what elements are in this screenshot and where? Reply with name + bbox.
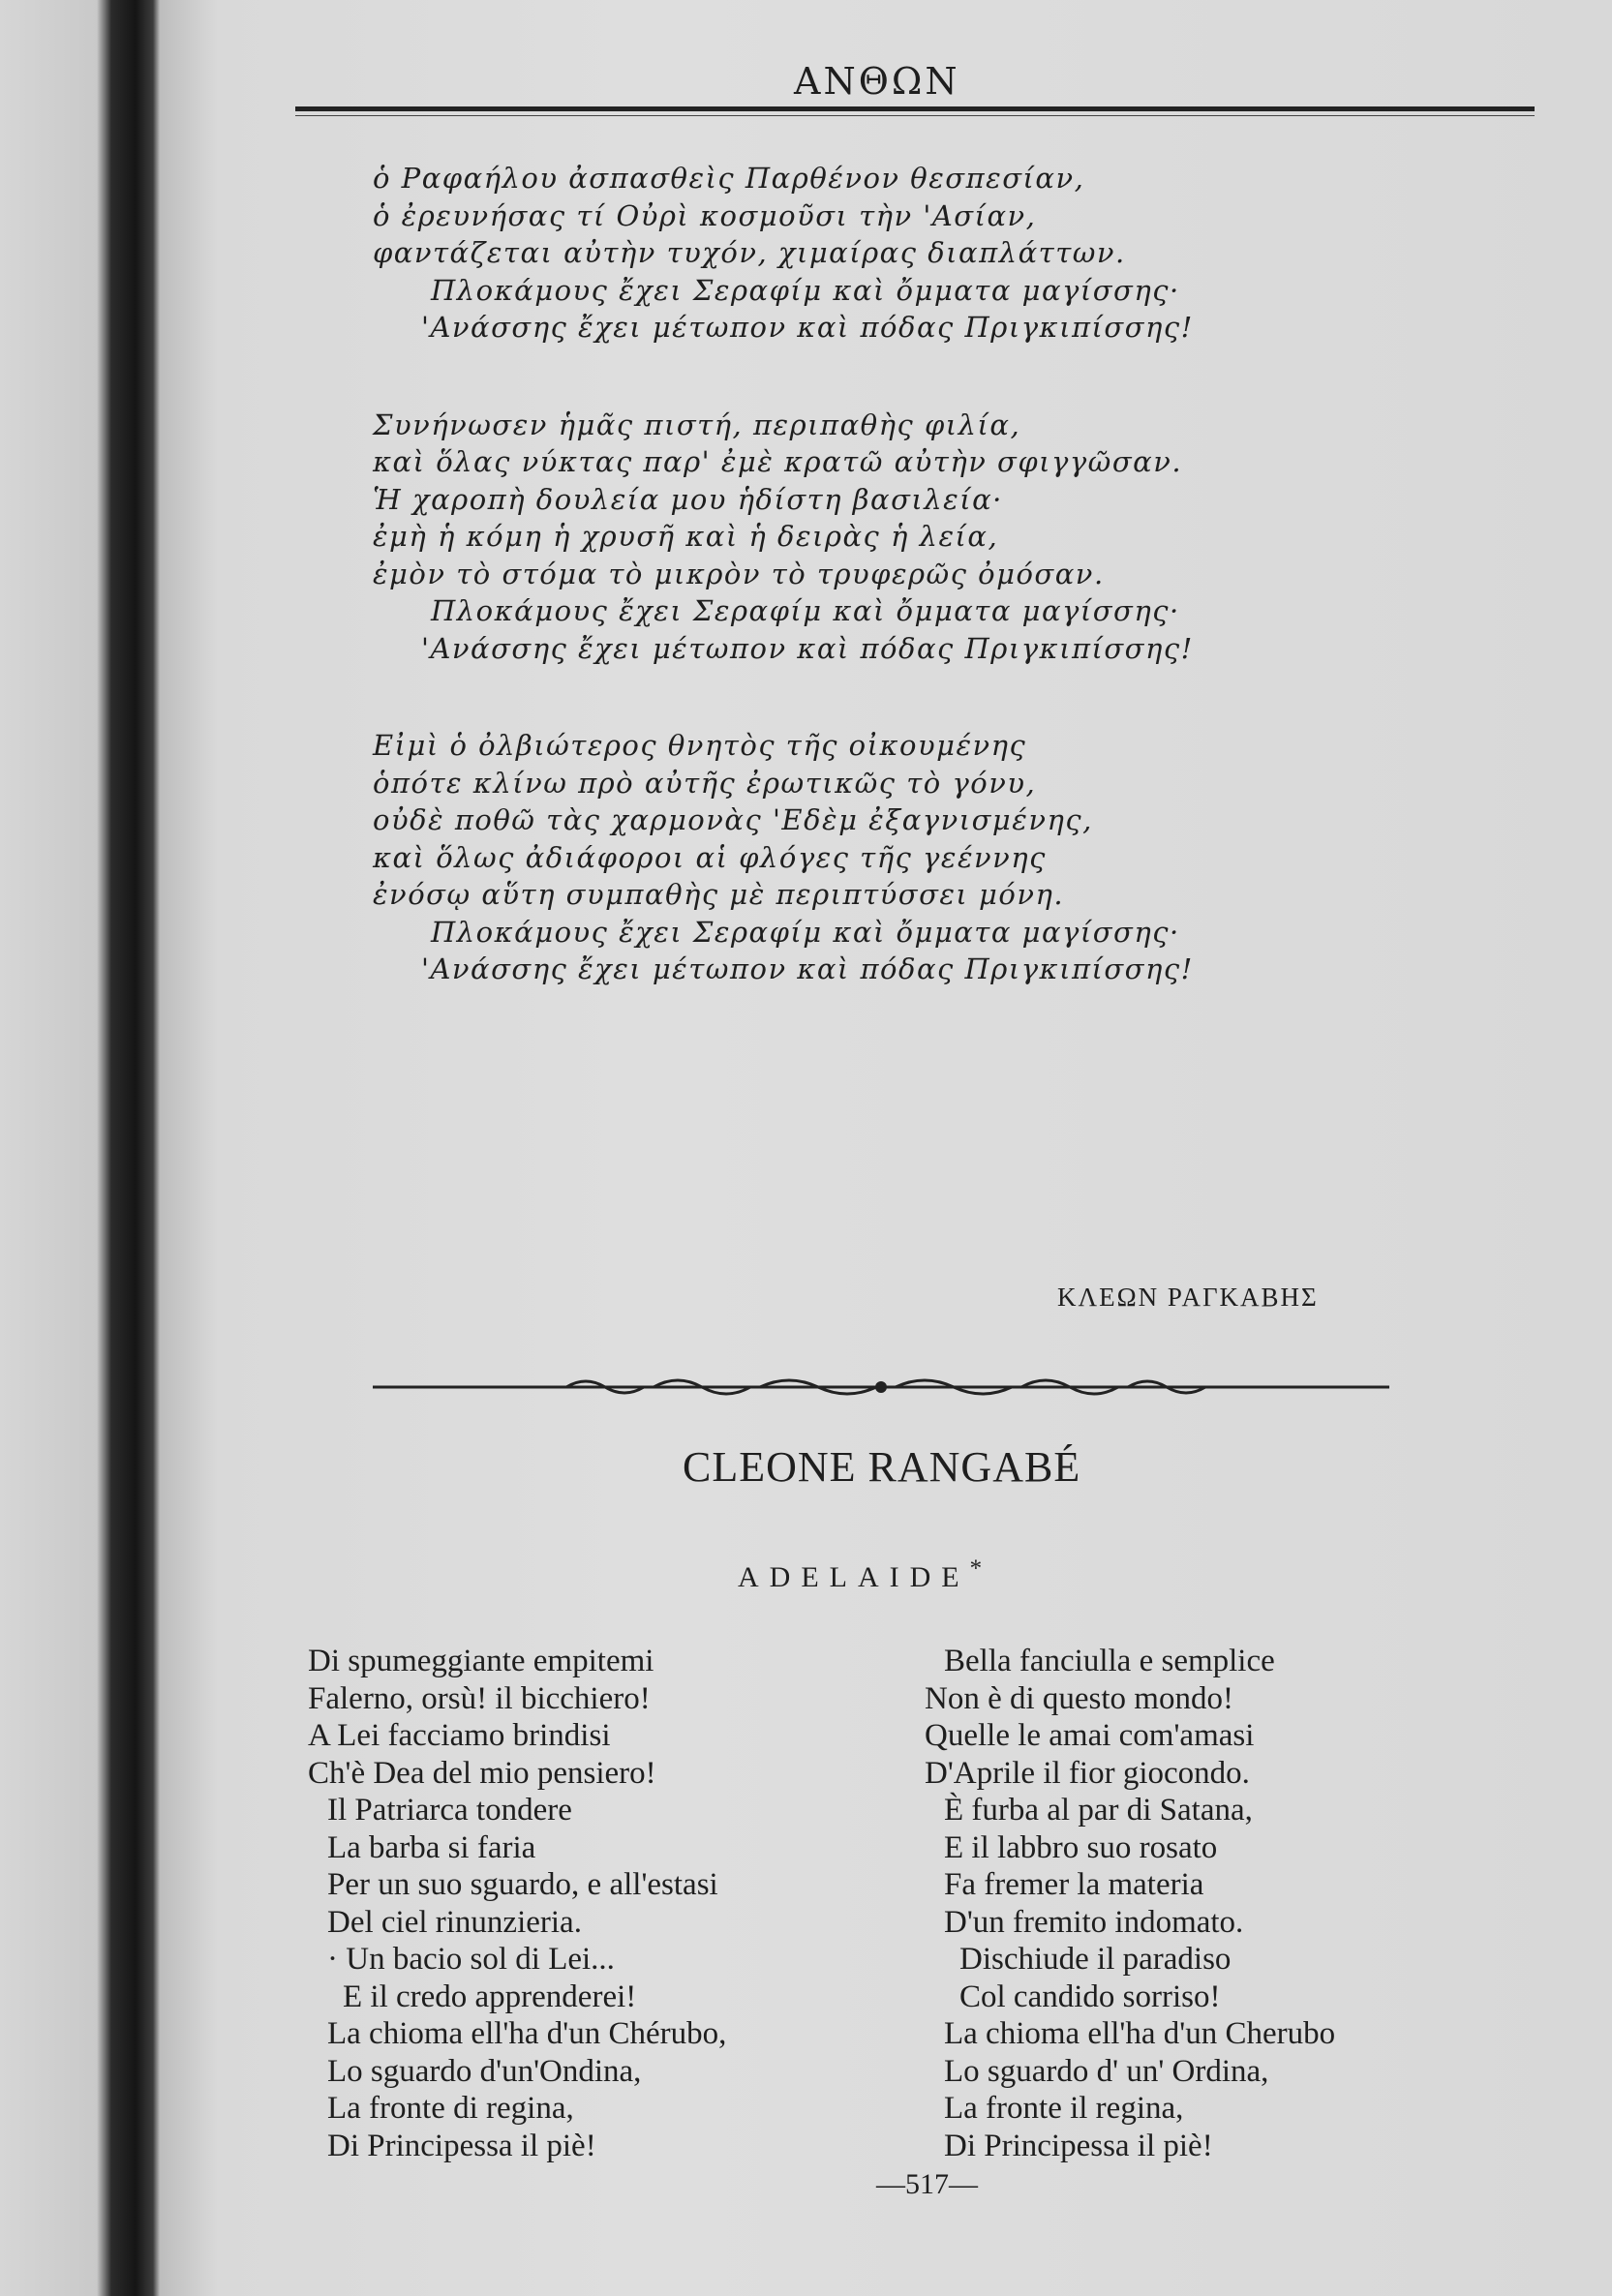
verse-line: Quelle le amai com'amasi xyxy=(925,1718,1255,1753)
verse-line: Col candido sorriso! xyxy=(959,1979,1221,2014)
verse-line: Εἰμὶ ὁ ὀλβιώτερος θνητὸς τῆς οἰκουμένης xyxy=(373,729,1027,762)
poem-title xyxy=(738,1556,992,1594)
verse-line: φαντάζεται αὐτὴν τυχόν, χιμαίρας διαπλάττων. xyxy=(373,236,1126,269)
verse-line: ὁ ἐρευνήσας τί Οὐρὶ κοσμοῦσι τὴν 'Ασίαν, xyxy=(373,198,1037,232)
verse-line: Ἡ χαροπὴ δουλεία μου ἡδίστη βασιλεία· xyxy=(373,482,1003,516)
verse-line: E il labbro suo rosato xyxy=(944,1829,1218,1865)
poem-signature: ΚΛΕΩΝ ΡΑΓΚΑΒΗΣ xyxy=(1057,1283,1319,1312)
verse-line: Del ciel rinunzieria. xyxy=(327,1904,582,1940)
verse-line: Il Patriarca tondere xyxy=(327,1793,572,1828)
verse-line: D'Aprile il fior giocondo. xyxy=(925,1755,1250,1791)
refrain-line: Πλοκάμους ἔχει Σεραφίμ καὶ ὄμματα μαγίσσης· xyxy=(431,273,1180,307)
page-number: —517— xyxy=(876,2168,978,2200)
verse-line: · Un bacio sol di Lei... xyxy=(327,1942,615,1977)
verse-line: ἐνόσῳ αὕτη συμπαθὴς μὲ περιπτύσσει μόνη. xyxy=(373,878,1065,911)
verse-line: Di Principessa il piè! xyxy=(944,2128,1213,2163)
stanza xyxy=(373,407,1341,668)
refrain-line: Πλοκάμους ἔχει Σεραφίμ καὶ ὄμματα μαγίσσης· xyxy=(431,915,1180,949)
verse-line: A Lei facciamo brindisi xyxy=(308,1718,611,1753)
verse-line: Bella fanciulla e semplice xyxy=(944,1644,1275,1678)
verse-line: ἐμὴ ἡ κόμη ἡ χρυσῆ καὶ ἡ δειρὰς ἡ λεία, xyxy=(373,520,999,553)
verse-line: Non è di questo mondo! xyxy=(925,1680,1233,1716)
book-spine xyxy=(0,0,160,2296)
verse-line: La fronte il regina, xyxy=(944,2091,1184,2126)
verse-line: La barba si faria xyxy=(327,1829,536,1865)
stanza xyxy=(373,727,1341,988)
refrain-line: 'Ανάσσης ἔχει μέτωπον καὶ πόδας Πριγκιπίσσης! xyxy=(421,631,1194,665)
verse-line: Fa fremer la materia xyxy=(944,1867,1204,1902)
refrain-line: 'Ανάσσης ἔχει μέτωπον καὶ πόδας Πριγκιπίσσης! xyxy=(421,311,1194,344)
verse-line: Dischiude il paradiso xyxy=(959,1942,1232,1977)
verse-line: E il credo apprenderei! xyxy=(343,1979,637,2014)
poem-title-text: ADELAIDE xyxy=(738,1561,970,1593)
verse-line: καὶ ὅλως ἀδιάφοροι αἱ φλόγες τῆς γεέννης xyxy=(373,840,1047,874)
verse-line: Per un suo sguardo, e all'estasi xyxy=(327,1867,718,1902)
verse-line: Ch'è Dea del mio pensiero! xyxy=(308,1755,656,1791)
verse-line: ὁ Ραφαήλου ἀσπασθεὶς Παρθένον θεσπεσίαν, xyxy=(373,162,1085,195)
author-heading: CLEONE RANGABÉ xyxy=(683,1443,1081,1491)
verse-line: καὶ ὅλας νύκτας παρ' ἐμὲ κρατῶ αὐτὴν σφιγγῶσαν. xyxy=(373,445,1183,478)
verse-line: Di Principessa il piè! xyxy=(327,2128,596,2163)
verse-line: ὁπότε κλίνω πρὸ αὐτῆς ἐρωτικῶς τὸ γόνυ, xyxy=(373,766,1037,800)
verse-line: Lo sguardo d' un' Ordina, xyxy=(944,2053,1269,2089)
verse-line: La fronte di regina, xyxy=(327,2091,574,2126)
verse-line: È furba al par di Satana, xyxy=(944,1793,1253,1828)
refrain-line: 'Ανάσσης ἔχει μέτωπον καὶ πόδας Πριγκιπίσσης! xyxy=(421,952,1194,985)
verse-line: Falerno, orsù! il bicchiero! xyxy=(308,1680,651,1716)
header-rule-thin xyxy=(295,115,1535,116)
footnote-mark: * xyxy=(969,1556,993,1582)
verse-line: La chioma ell'ha d'un Cherubo xyxy=(944,2016,1336,2051)
ornament-divider xyxy=(373,1373,1389,1402)
greek-poem xyxy=(373,160,1341,1048)
verse-line: La chioma ell'ha d'un Chérubo, xyxy=(327,2016,727,2051)
verse-line: Di spumeggiante empitemi xyxy=(308,1644,654,1678)
verse-line: D'un fremito indomato. xyxy=(944,1904,1244,1940)
italian-left-column xyxy=(308,1643,726,2164)
verse-line: Συνήνωσεν ἡμᾶς πιστή, περιπαθὴς φιλία, xyxy=(373,408,1021,441)
verse-line: οὐδὲ ποθῶ τὰς χαρμονὰς 'Εδὲμ ἐξαγνισμένης, xyxy=(373,803,1093,836)
verse-line: ἐμὸν τὸ στόμα τὸ μικρὸν τὸ τρυφερῶς ὀμόσαν. xyxy=(373,557,1105,590)
refrain-line: Πλοκάμους ἔχει Σεραφίμ καὶ ὄμματα μαγίσσης· xyxy=(431,594,1180,627)
italian-right-column xyxy=(925,1643,1335,2164)
verse-line: Lo sguardo d'un'Ondina, xyxy=(327,2053,642,2089)
running-header: ΑΝΘΩΝ xyxy=(794,60,960,103)
stanza xyxy=(373,160,1341,347)
header-rule xyxy=(295,106,1535,111)
